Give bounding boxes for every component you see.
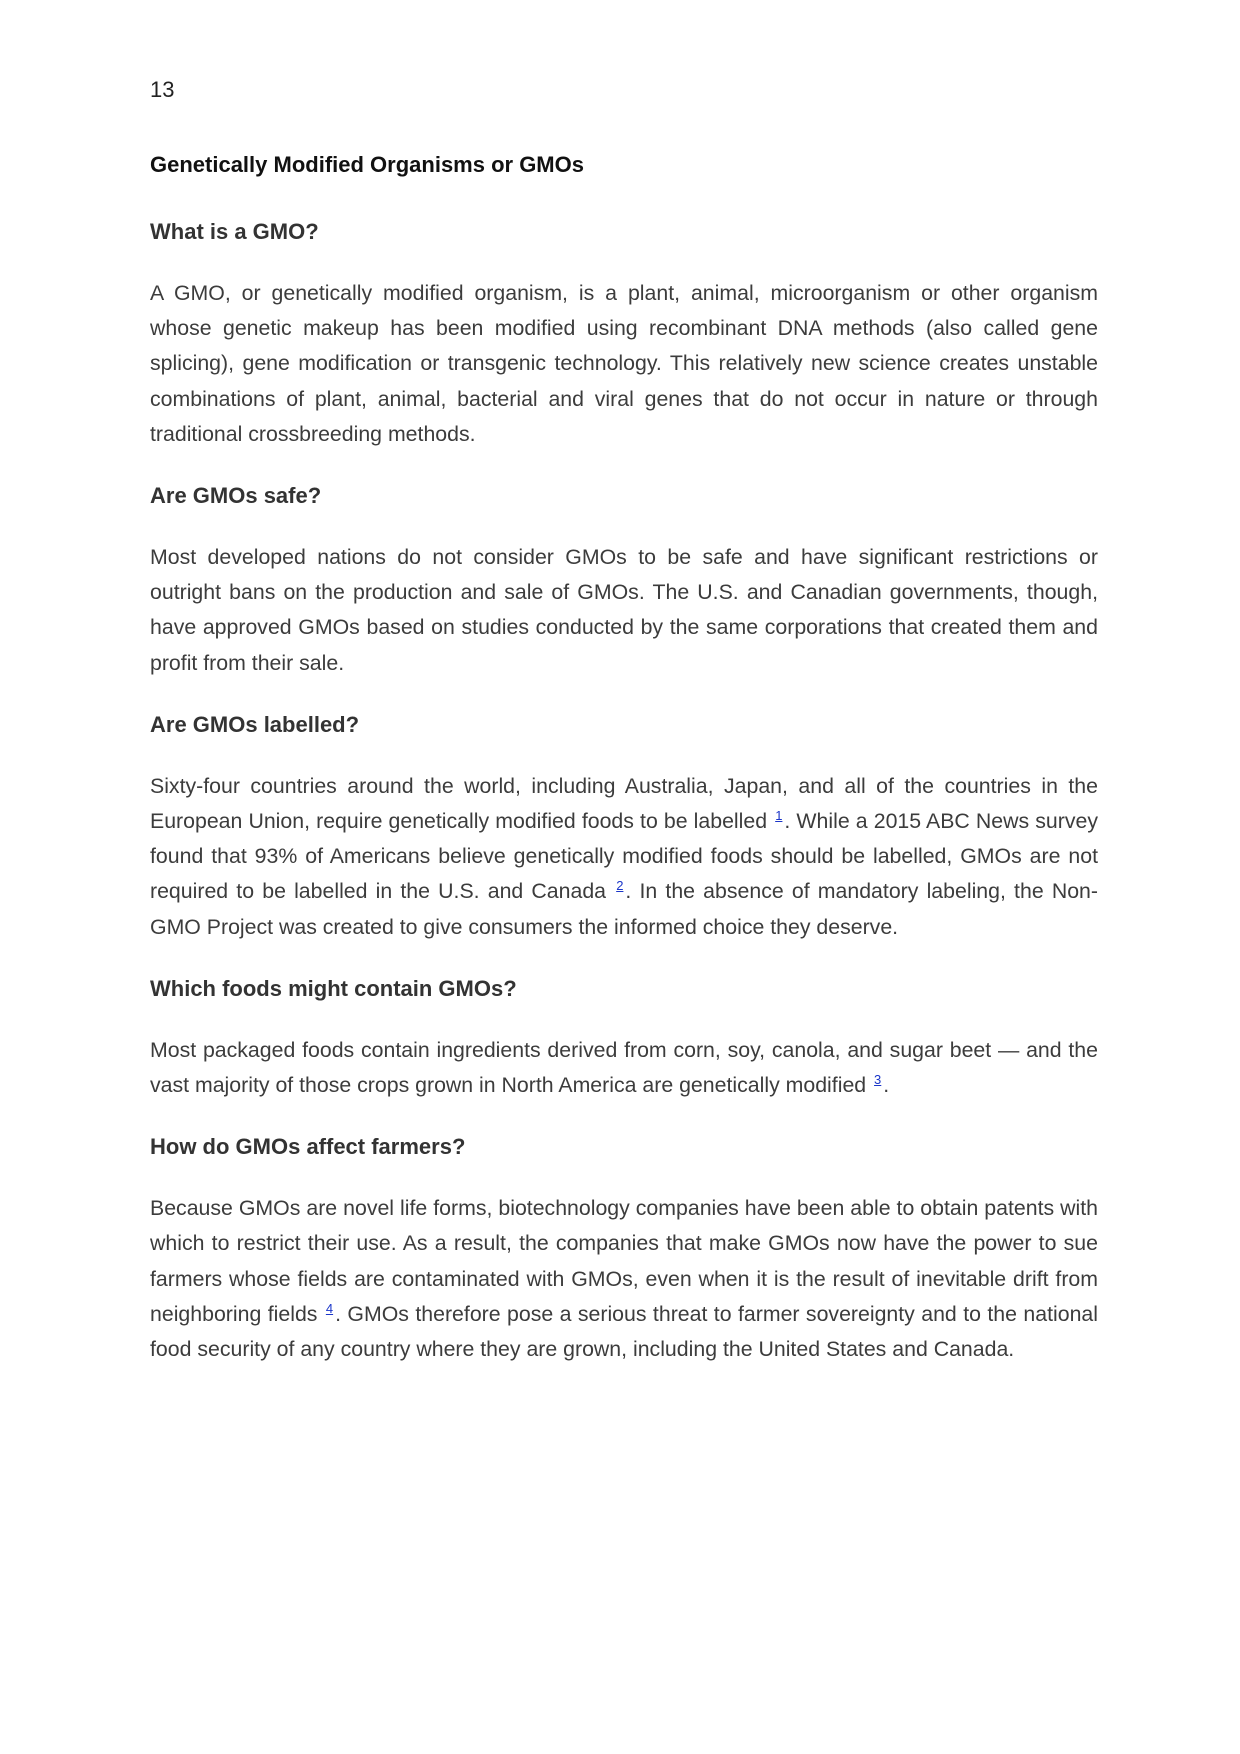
section-paragraph: [150, 1033, 1098, 1103]
section-heading: How do GMOs affect farmers?: [150, 1134, 466, 1160]
section-heading: What is a GMO?: [150, 219, 319, 244]
footnote-link[interactable]: 2: [616, 878, 624, 894]
paragraph-text: Most developed nations do not consider GMOs to be safe and have significant restrictions or outright bans on the production and sale of GMOs. The U.S. and Canadian governments, though, have approved GMOs based on studies conducted by the same corporations that created them and profit from their sale.: [150, 545, 1098, 675]
paragraph-text: Sixty-four countries around the world, including Australia, Japan, and all of the countries in the European Union, require genetically modified foods to be labelled: [150, 773, 1098, 834]
footnote-link[interactable]: 1: [775, 807, 783, 823]
section-farmers: [150, 1132, 1098, 1367]
section-paragraph: [150, 1191, 1098, 1367]
section-paragraph: [150, 276, 1098, 452]
paragraph-text: A GMO, or genetically modified organism, is a plant, animal, microorganism or other organism whose genetic makeup has been modified using recombinant DNA methods (also called gene splicing), gene modification or transgenic technology. This relatively new science creates unstable combinations of plant, animal, bacterial and viral genes that do not occur in nature or through traditional crossbreeding methods.: [150, 281, 1098, 446]
paragraph-text: . GMOs therefore pose a serious threat to farmer sovereignty and to the national food security of any country where they are grown, including the United States and Canada.: [150, 1301, 1098, 1362]
section-which-foods: [150, 974, 1098, 1103]
footnote-link[interactable]: 3: [874, 1071, 882, 1087]
section-heading: Are GMOs labelled?: [150, 711, 360, 737]
section-are-gmos-safe: [150, 481, 1098, 681]
paragraph-text: Most packaged foods contain ingredients derived from corn, soy, canola, and sugar beet — and the vast majority of those crops grown in North America are genetically modified: [150, 1037, 1098, 1098]
paragraph-text: . While a 2015 ABC News survey found that 93% of Americans believe genetically modified foods should be labelled, GMOs are not required to be labelled in the U.S. and Canada: [150, 809, 1098, 904]
paragraph-text: Because GMOs are novel life forms, biotechnology companies have been able to obtain patents with which to restrict their use. As a result, the companies that make GMOs now have the power to sue farmers whose fields are contaminated with GMOs, even when it is the result of inevitable drift from neighboring fields: [150, 1196, 1098, 1326]
paragraph-text: .: [883, 1073, 890, 1098]
paragraph-text: . In the absence of mandatory labeling, the Non-GMO Project was created to give consumers the informed choice they deserve.: [150, 879, 1098, 939]
section-paragraph: [150, 769, 1098, 945]
document-title: Genetically Modified Organisms or GMOs: [150, 152, 584, 177]
section-what-is-gmo: [150, 217, 1098, 452]
section-heading: Which foods might contain GMOs?: [150, 975, 517, 1001]
section-paragraph: [150, 540, 1098, 681]
footnote-link[interactable]: 4: [325, 1300, 334, 1316]
document-body: [150, 150, 1098, 1396]
section-are-gmos-labelled: [150, 710, 1098, 945]
section-heading: Are GMOs safe?: [150, 483, 322, 509]
page-number: 13: [150, 77, 175, 102]
